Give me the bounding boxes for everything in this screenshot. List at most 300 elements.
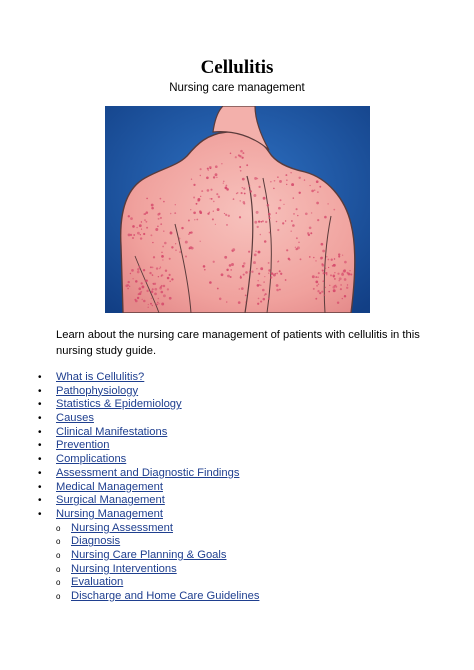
rash-speck [300,258,302,260]
rash-speck [193,197,195,199]
rash-speck [325,272,327,274]
rash-speck [206,176,209,179]
rash-speck [337,302,339,304]
rash-speck [239,155,241,157]
rash-speck [224,213,225,214]
rash-speck [163,285,165,287]
rash-speck [137,232,140,235]
rash-speck [338,253,340,255]
rash-speck [312,275,315,278]
rash-speck [285,174,287,176]
rash-speck [268,273,269,274]
rash-speck [191,179,192,180]
rash-speck [267,204,270,207]
rash-speck [211,198,213,200]
rash-speck [244,193,246,195]
rash-speck [265,221,267,223]
rash-speck [148,304,149,305]
rash-speck [243,262,245,264]
rash-speck [332,274,335,277]
rash-speck [161,255,164,258]
rash-speck [127,288,129,290]
rash-speck [255,251,256,252]
rash-speck [291,183,294,186]
toc-item-prevention [38,439,259,453]
rash-speck [331,259,333,261]
rash-speck [319,186,321,188]
rash-speck [132,225,135,228]
rash-speck [253,194,256,197]
rash-speck [316,285,318,287]
rash-speck [258,298,260,300]
rash-speck [257,284,260,287]
rash-speck [167,288,169,290]
toc-item-complications [38,453,259,467]
rash-speck [221,273,224,276]
rash-speck [152,274,153,275]
rash-speck [268,262,270,264]
rash-speck [248,251,250,253]
rash-speck [162,246,164,248]
rash-speck [200,211,203,214]
rash-speck [315,260,316,261]
rash-speck [337,273,339,275]
rash-speck [342,255,343,256]
rash-speck [210,189,212,191]
rash-speck [346,272,348,274]
rash-speck [230,153,232,155]
rash-speck [250,190,252,192]
rash-speck [196,219,198,221]
page-subtitle: Nursing care management [169,82,305,94]
rash-speck [226,185,228,187]
rash-speck [273,188,275,190]
rash-speck [155,228,158,231]
rash-speck [260,234,262,236]
rash-speck [157,225,159,227]
rash-speck [321,291,323,293]
rash-speck [309,226,312,229]
rash-speck [235,156,237,158]
rash-speck [322,264,325,267]
bullet-icon: • [38,508,42,520]
rash-speck [260,285,261,286]
rash-speck [150,234,152,236]
sub-bullet-icon: o [56,550,61,560]
rash-speck [226,269,228,271]
rash-speck [169,258,171,260]
rash-speck [334,258,335,259]
rash-speck [333,209,335,211]
cellulitis-back-illustration [105,106,370,313]
rash-speck [271,272,274,275]
bullet-icon: • [38,467,42,479]
rash-speck [262,289,265,292]
rash-speck [175,249,177,251]
rash-speck [277,229,279,231]
rash-speck [151,204,154,207]
rash-speck [160,198,162,200]
bullet-icon: • [38,454,42,466]
rash-speck [239,288,240,289]
rash-speck [141,228,142,229]
toc-subitem-nursing-interventions [38,563,259,577]
rash-speck [174,212,176,214]
toc-subitem-discharge-home-care [38,590,259,604]
rash-speck [190,209,191,210]
rash-speck [165,270,167,272]
rash-speck [160,266,161,267]
rash-speck [154,288,157,291]
rash-speck [298,242,300,244]
rash-speck [188,220,190,222]
toc-link-nursing-management[interactable]: Nursing Management [56,507,163,520]
bullet-icon: • [38,372,42,383]
rash-speck [213,261,215,263]
rash-speck [144,213,145,214]
intro-paragraph: Learn about the nursing care management of patients with cellulitis in this nursing study guide. [56,329,420,357]
rash-speck [141,285,144,288]
rash-speck [246,164,248,166]
rash-speck [153,256,155,258]
rash-speck [161,274,163,276]
bullet-icon: • [38,495,42,507]
rash-speck [346,287,348,289]
rash-speck [344,261,347,264]
rash-speck [215,224,216,225]
rash-speck [344,295,346,297]
rash-speck [158,218,160,220]
rash-speck [207,189,210,192]
rash-speck [305,212,308,215]
rash-speck [146,280,148,282]
rash-speck [231,263,234,266]
rash-speck [315,276,317,278]
rash-speck [181,227,183,229]
rash-speck [213,176,215,178]
rash-speck [189,232,191,234]
sub-bullet-icon: o [56,578,61,588]
rash-speck [208,170,209,171]
rash-speck [322,250,325,253]
rash-speck [338,256,340,258]
rash-speck [276,212,277,213]
rash-speck [263,298,266,301]
rash-speck [201,190,203,192]
rash-speck [145,221,147,223]
rash-speck [227,275,230,278]
rash-speck [223,182,224,183]
rash-speck [349,270,350,271]
rash-speck [231,250,232,251]
rash-speck [254,254,257,257]
rash-speck [229,264,232,267]
rash-speck [132,278,133,279]
rash-speck [163,294,166,297]
toc-link-prevention[interactable]: Prevention [56,439,110,452]
rash-speck [260,267,263,270]
toc-link-discharge-home-care[interactable]: Discharge and Home Care Guidelines [71,590,260,602]
rash-speck [304,179,305,180]
rash-speck [280,273,282,275]
bullet-icon: • [38,413,42,425]
rash-speck [277,176,279,178]
rash-speck [146,227,148,229]
rash-speck [280,199,282,201]
rash-speck [328,291,330,293]
toc-link-diagnosis[interactable]: Diagnosis [71,535,121,548]
rash-speck [226,224,228,226]
toc-link-assessment-diagnostic-findings[interactable]: Assessment and Diagnostic Findings [56,466,240,479]
rash-speck [258,220,260,222]
rash-speck [325,268,326,269]
toc-item-causes [38,412,259,426]
rash-speck [157,302,159,304]
rash-speck [140,237,142,239]
rash-speck [257,280,259,282]
rash-speck [164,242,167,245]
rash-speck [316,180,319,183]
rash-speck [143,300,146,303]
rash-speck [254,221,257,224]
toc-item-medical-management [38,481,259,495]
rash-speck [138,287,141,290]
rash-speck [160,223,162,225]
rash-speck [130,217,133,220]
toc-subitem-care-planning-goals [38,549,259,563]
rash-speck [334,272,335,273]
rash-speck [293,197,294,198]
rash-speck [327,259,329,261]
rash-speck [132,237,134,239]
toc-link-nursing-assessment[interactable]: Nursing Assessment [71,521,173,534]
rash-speck [279,270,281,272]
rash-speck [141,221,142,222]
toc-link-pathophysiology[interactable]: Pathophysiology [56,384,139,397]
rash-speck [315,298,317,300]
rash-speck [204,269,206,271]
rash-speck [245,295,247,297]
rash-speck [169,297,172,300]
rash-speck [194,219,195,220]
rash-speck [152,305,153,306]
rash-speck [200,196,201,197]
rash-speck [159,268,160,269]
rash-speck [257,178,259,180]
rash-speck [245,301,246,302]
rash-speck [335,286,337,288]
toc-link-care-planning-goals[interactable]: Nursing Care Planning & Goals [71,548,227,561]
rash-speck [133,234,135,236]
rash-speck [256,211,259,214]
rash-speck [146,290,148,292]
rash-speck [242,265,245,268]
rash-speck [299,192,301,194]
bullet-icon: • [38,481,42,493]
rash-speck [156,304,158,306]
toc-link-causes[interactable]: Causes [56,412,94,425]
rash-speck [260,301,262,303]
rash-speck [146,211,149,214]
rash-speck [242,187,243,188]
rash-speck [309,185,310,186]
rash-speck [151,207,154,210]
rash-speck [297,215,298,216]
rash-speck [240,170,242,172]
rash-speck [241,157,243,159]
sub-bullet-icon: o [56,537,61,547]
rash-speck [143,233,145,235]
toc-link-surgical-management[interactable]: Surgical Management [56,494,165,507]
rash-speck [310,232,312,234]
rash-speck [321,257,323,259]
rash-speck [154,293,157,296]
rash-speck [137,297,139,299]
rash-speck [319,292,321,294]
rash-speck [146,198,148,200]
rash-speck [268,213,271,216]
rash-speck [138,266,140,268]
rash-speck [242,178,245,181]
rash-speck [264,276,265,277]
rash-speck [175,204,176,205]
rash-speck [322,280,324,282]
rash-speck [240,150,243,153]
rash-speck [200,175,201,176]
rash-speck [151,290,154,293]
rash-speck [200,241,201,242]
rash-speck [313,288,315,290]
rash-speck [233,198,235,200]
rash-speck [258,251,261,254]
rash-speck [295,247,296,248]
rash-speck [330,274,332,276]
rash-speck [325,287,326,288]
rash-speck [207,168,209,170]
rash-speck [210,198,211,199]
toc-link-statistics-epidemiology[interactable]: Statistics & Epidemiology [56,398,182,411]
rash-speck [296,237,298,239]
rash-speck [316,202,319,205]
rash-speck [339,277,342,280]
rash-speck [243,201,246,204]
toc-link-evaluation[interactable]: Evaluation [71,576,124,589]
rash-speck [311,212,312,213]
rash-speck [290,230,291,231]
toc-link-clinical-manifestations[interactable]: Clinical Manifestations [56,425,168,438]
toc-item-surgical-management [38,494,259,508]
sub-bullet-icon: o [56,592,61,601]
toc-item-clinical-manifestations [38,426,259,440]
rash-speck [203,265,206,268]
rash-speck [323,272,325,274]
rash-speck [270,277,271,278]
rash-speck [170,231,171,232]
toc-link-complications[interactable]: Complications [56,453,127,466]
rash-speck [141,299,142,300]
rash-speck [230,269,232,271]
rash-speck [241,192,243,194]
toc-link-medical-management[interactable]: Medical Management [56,480,163,493]
rash-speck [263,281,264,282]
rash-speck [158,303,159,304]
rash-speck [171,246,173,248]
rash-speck [311,190,314,193]
rash-speck [217,208,220,211]
rash-speck [200,168,202,170]
rash-speck [326,256,328,258]
rash-speck [253,261,256,264]
rash-speck [276,221,278,223]
rash-speck [139,224,142,227]
rash-speck [152,267,154,269]
rash-speck [218,196,220,198]
rash-speck [258,186,260,188]
rash-speck [144,219,145,220]
rash-speck [152,288,154,290]
rash-speck [125,284,128,287]
rash-speck [245,271,248,274]
toc-subitem-diagnosis [38,535,259,549]
rash-speck [215,165,218,168]
rash-speck [242,152,244,154]
rash-speck [169,274,171,276]
rash-speck [226,301,228,303]
rash-speck [277,261,278,262]
rash-speck [212,218,214,220]
rash-speck [207,213,209,215]
rash-speck [239,216,241,218]
rash-speck [276,289,279,292]
rash-speck [161,303,164,306]
rash-speck [219,298,222,301]
rash-speck [238,301,241,304]
rash-speck [324,294,326,296]
bullet-icon: • [38,399,42,411]
rash-speck [315,281,318,284]
rash-speck [279,180,282,183]
rash-speck [136,227,137,228]
rash-speck [240,200,241,201]
toc-link-nursing-interventions[interactable]: Nursing Interventions [71,562,177,575]
toc-item-statistics-epidemiology [38,398,259,412]
rash-speck [327,203,328,204]
rash-speck [286,180,287,181]
rash-speck [285,220,286,221]
rash-speck [160,291,163,294]
rash-speck [291,220,293,222]
sub-bullet-icon: o [56,564,61,574]
rash-speck [286,249,288,251]
rash-speck [197,199,200,202]
rash-speck [139,292,142,295]
rash-speck [258,273,260,275]
rash-speck [185,241,188,244]
rash-speck [278,207,281,210]
rash-speck [149,272,151,274]
rash-speck [209,281,212,284]
toc-link-what-is-cellulitis[interactable]: What is Cellulitis? [56,371,145,383]
rash-speck [262,220,264,222]
rash-speck [160,217,162,219]
rash-speck [285,279,287,281]
rash-speck [131,269,134,272]
rash-speck [342,298,343,299]
rash-speck [317,290,319,292]
rash-speck [158,298,160,300]
rash-speck [340,284,341,285]
rash-speck [344,278,347,281]
